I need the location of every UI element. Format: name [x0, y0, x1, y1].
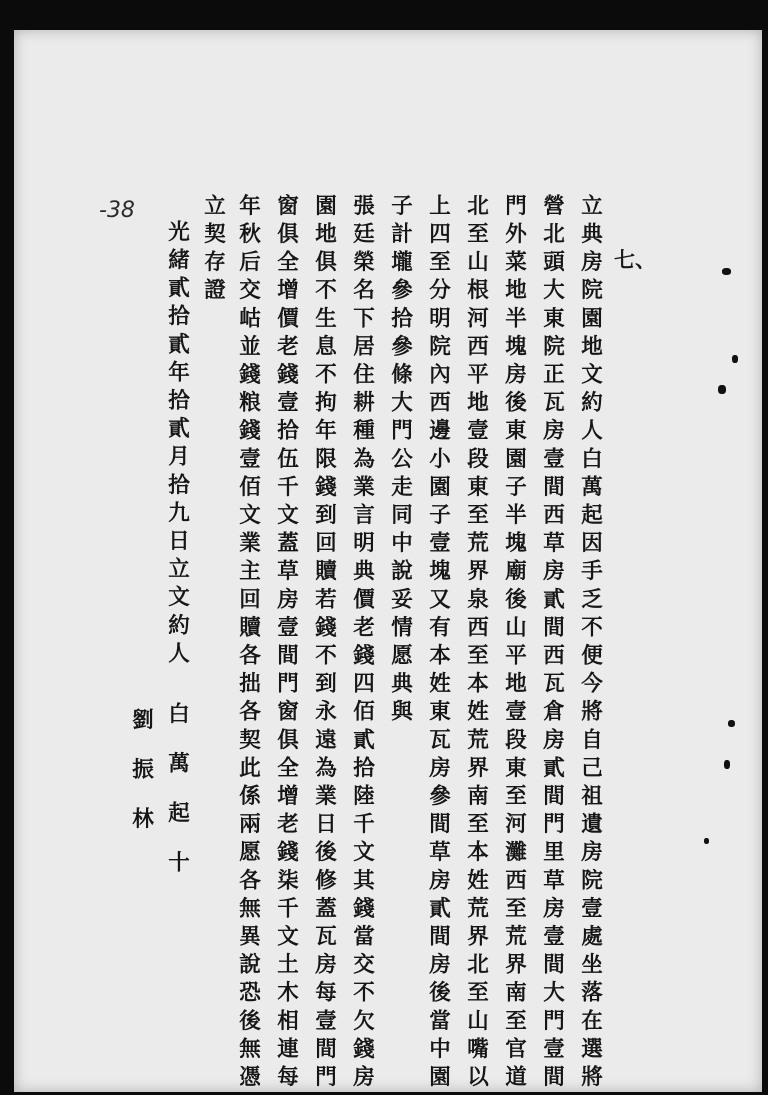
text-column-10: 年秋后交岵並錢粮錢壹佰文業主回贖各拙各契此係兩愿各無異說恐後無憑 [235, 194, 261, 1094]
text-column-4: 北至山根河西平地壹段東至荒界泉西至本姓荒界南至本姓荒界北至山嘴以 [463, 194, 489, 1094]
signatory-name: 白萬起十 [164, 702, 190, 900]
text-column-6: 子計壠參拾參條大門公走同中說妥情愿典與 [387, 194, 413, 728]
date-line: 光緒貳拾貳年拾貳月拾九日立文約人 [164, 220, 190, 670]
text-column-1: 立典房院園地文約人白萬起因手乏不便今將自己祖遺房院壹處坐落在選將 [577, 194, 603, 1094]
text-column-2: 營北頭大東院正瓦房壹間西草房貳間西瓦倉房貳間門里草房壹間大門壹間 [539, 194, 565, 1094]
text-column-3: 門外菜地半塊房後東園子半塊廟後山平地壹段東至河灘西至荒界南至官道 [501, 194, 527, 1094]
text-column-11: 立契存證 [200, 194, 226, 307]
text-column-8: 園地俱不生息不拘年限錢到回贖若錢不到永遠為業日後修蓋瓦房每壹間門 [311, 194, 337, 1094]
text-column-5: 上四至分明院內西邊小園子壹塊又有本姓東瓦房參間草房貳間房後當中園 [425, 194, 451, 1094]
document-page [14, 30, 762, 1092]
contract-number: 七、 [614, 247, 656, 272]
scan-speck [704, 838, 709, 844]
scan-speck [724, 760, 730, 769]
scan-speck [732, 355, 738, 363]
witness-name: 劉振林 [128, 708, 154, 857]
page-number: -38 [99, 198, 135, 223]
scan-speck [718, 385, 726, 394]
text-column-7: 張廷榮名下居住耕種為業言明典價老錢四佰貳拾陸千文其錢當交不欠錢房 [349, 194, 375, 1094]
scan-speck [728, 720, 735, 727]
text-column-9: 窗俱全增價老錢壹拾伍千文蓋草房壹間門窗俱全增老錢柒千文土木相連每 [273, 194, 299, 1094]
scan-speck [722, 268, 731, 275]
